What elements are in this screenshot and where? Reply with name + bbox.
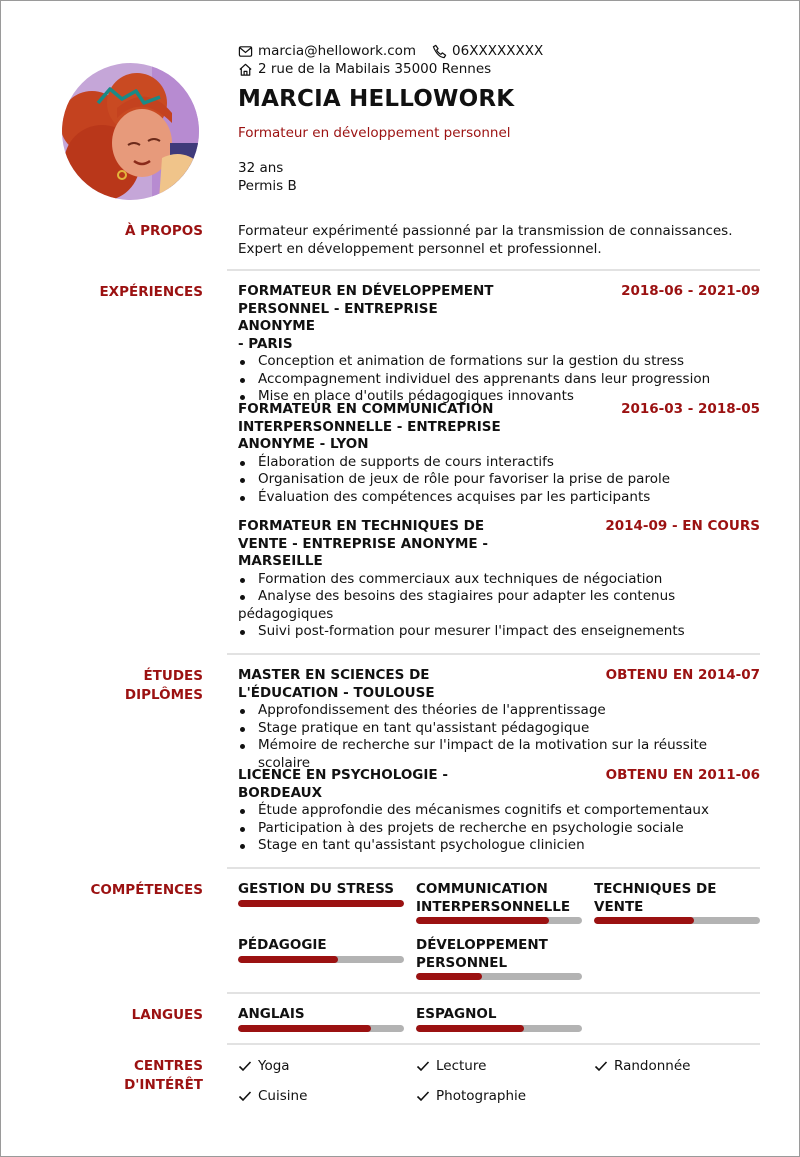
skill-name-line: TECHNIQUES DE VENTE (594, 881, 717, 915)
entry-title (238, 401, 508, 454)
skill-item (416, 881, 582, 924)
entry-title (238, 767, 508, 802)
entry-title-line: MASTER EN SCIENCES DE (238, 667, 430, 683)
skill-level-fill (416, 917, 549, 924)
bullet-item: Mémoire de recherche sur l'impact de la motivation sur la réussite scolaire (238, 737, 760, 772)
bullet-item: Analyse des besoins des stagiaires pour adapter les contenus pédagogiques (238, 588, 760, 623)
language-level-bar (238, 1025, 404, 1032)
section-divider (227, 992, 760, 994)
entry-bullets (238, 571, 760, 641)
entry-title-line: ANONYME - LYON (238, 436, 369, 452)
education-entry (238, 767, 760, 855)
entry-date: OBTENU EN 2014-07 (605, 667, 760, 683)
checkmark-icon (416, 1089, 430, 1103)
section-divider (227, 867, 760, 869)
skill-item (416, 937, 582, 980)
skill-name-line: PÉDAGOGIE (238, 937, 327, 953)
about-line: Expert en développement personnel et professionnel. (238, 241, 602, 257)
bullet-item: Formation des commerciaux aux techniques de négociation (238, 571, 760, 589)
language-item (416, 1006, 582, 1032)
language-level-fill (238, 1025, 371, 1032)
skill-name-line: GESTION DU STRESS (238, 881, 394, 897)
entry-date: 2014-09 - EN COURS (605, 518, 760, 534)
envelope-icon (238, 44, 253, 59)
checkmark-icon (238, 1059, 252, 1073)
language-name: ANGLAIS (238, 1006, 305, 1022)
interest-label: Cuisine (258, 1088, 308, 1104)
email-text: marcia@hellowork.com (258, 43, 417, 59)
section-divider (227, 269, 760, 271)
skill-name (416, 881, 582, 916)
bullet-item: Élaboration de supports de cours interactifs (238, 454, 760, 472)
skill-name-line: COMMUNICATION (416, 881, 548, 897)
phone-text: 06XXXXXXXX (452, 43, 544, 59)
entry-title-line: INTERPERSONNELLE - ENTREPRISE (238, 418, 501, 435)
entry-title-line: FORMATEUR EN COMMUNICATION (238, 401, 494, 417)
skill-item (238, 881, 404, 907)
skill-level-fill (416, 973, 482, 980)
skill-name-line: INTERPERSONNELLE (416, 898, 571, 915)
entry-title-line: LICENCE EN PSYCHOLOGIE - (238, 767, 448, 783)
interest-label: Randonnée (614, 1058, 691, 1074)
skill-level-fill (238, 900, 404, 907)
phone-item[interactable] (432, 42, 543, 60)
contact-block (238, 42, 559, 78)
skill-level-bar (416, 973, 582, 980)
entry-title-line: - PARIS (238, 335, 293, 352)
bullet-item: Étude approfondie des mécanismes cognitifs et comportementaux (238, 802, 760, 820)
entry-date: 2016-03 - 2018-05 (621, 401, 760, 417)
section-label-education (125, 667, 203, 705)
skill-item (238, 937, 404, 963)
skill-name-line: PERSONNEL (416, 954, 508, 971)
job-title: Formateur en développement personnel (238, 125, 511, 141)
entry-title-line: PERSONNEL - ENTREPRISE ANONYME (238, 300, 438, 334)
skill-name (238, 881, 404, 899)
language-level-fill (416, 1025, 524, 1032)
experience-entry (238, 283, 760, 406)
language-level-bar (416, 1025, 582, 1032)
language-name: ESPAGNOL (416, 1006, 497, 1022)
entry-title-line: VENTE - ENTREPRISE ANONYME - (238, 535, 488, 552)
entry-title (238, 283, 508, 353)
skill-level-bar (238, 900, 404, 907)
entry-bullets (238, 702, 760, 772)
age-text: 32 ans (238, 160, 284, 176)
section-divider (227, 653, 760, 655)
bullet-item: Organisation de jeux de rôle pour favoriser la prise de parole (238, 471, 760, 489)
bullet-item: Participation à des projets de recherche en psychologie sociale (238, 820, 760, 838)
interest-item (416, 1087, 526, 1105)
skill-item (594, 881, 760, 924)
phone-icon (432, 44, 447, 59)
skill-name (594, 881, 760, 916)
interest-label: Photographie (436, 1088, 527, 1104)
checkmark-icon (594, 1059, 608, 1073)
entry-title-line: FORMATEUR EN TECHNIQUES DE (238, 518, 485, 534)
section-label-skills: COMPÉTENCES (90, 882, 203, 898)
bullet-item: Évaluation des compétences acquises par les participants (238, 489, 760, 507)
interest-label: Lecture (436, 1058, 487, 1074)
address-item (238, 60, 491, 78)
experience-entry (238, 401, 760, 506)
language-item (238, 1006, 404, 1032)
skill-level-bar (238, 956, 404, 963)
entry-title (238, 667, 508, 702)
interest-item (238, 1087, 307, 1105)
experience-entry (238, 518, 760, 641)
license-text: Permis B (238, 178, 297, 194)
checkmark-icon (238, 1089, 252, 1103)
section-label-interests (124, 1057, 203, 1095)
bullet-item: Conception et animation de formations sur la gestion du stress (238, 353, 760, 371)
skill-name-line: DÉVELOPPEMENT (416, 937, 548, 953)
section-label-line: ÉTUDES (143, 668, 203, 684)
interest-label: Yoga (258, 1058, 290, 1074)
address-text: 2 rue de la Mabilais 35000 Rennes (258, 61, 492, 77)
section-label-about: À PROPOS (124, 223, 203, 239)
skill-level-fill (238, 956, 338, 963)
about-text (238, 222, 758, 258)
email-item[interactable] (238, 42, 416, 60)
interest-item (416, 1057, 486, 1075)
entry-title-line: FORMATEUR EN DÉVELOPPEMENT (238, 283, 494, 299)
section-label-line: DIPLÔMES (124, 687, 203, 703)
entry-bullets (238, 802, 760, 855)
section-label-line: CENTRES (134, 1058, 203, 1074)
interest-item (594, 1057, 690, 1075)
skill-name (416, 937, 582, 972)
entry-title-line: BORDEAUX (238, 784, 322, 801)
skill-name (238, 937, 404, 955)
bullet-item: Suivi post-formation pour mesurer l'impact des enseignements (238, 623, 760, 641)
checkmark-icon (416, 1059, 430, 1073)
section-divider (227, 1043, 760, 1045)
avatar (62, 63, 199, 200)
entry-title-line: L'ÉDUCATION - TOULOUSE (238, 684, 435, 701)
bullet-item: Stage en tant qu'assistant psychologue clinicien (238, 837, 760, 855)
bullet-item: Mise en place d'outils pédagogiques innovants (238, 388, 760, 406)
bullet-item: Approfondissement des théories de l'apprentissage (238, 702, 760, 720)
entry-title (238, 518, 508, 571)
bullet-item: Stage pratique en tant qu'assistant pédagogique (238, 720, 760, 738)
skill-level-bar (416, 917, 582, 924)
section-label-line: D'INTÉRÊT (124, 1077, 203, 1093)
skill-level-bar (594, 917, 760, 924)
interest-item (238, 1057, 290, 1075)
entry-bullets (238, 454, 760, 507)
entry-date: OBTENU EN 2011-06 (605, 767, 760, 783)
personal-details (238, 159, 297, 195)
section-label-languages: LANGUES (131, 1007, 203, 1023)
about-line: Formateur expérimenté passionné par la transmission de connaissances. (238, 223, 733, 239)
education-entry (238, 667, 760, 772)
candidate-name: MARCIA HELLOWORK (238, 86, 515, 112)
entry-date: 2018-06 - 2021-09 (621, 283, 760, 299)
home-icon (238, 62, 253, 77)
entry-title-line: MARSEILLE (238, 553, 323, 569)
section-label-experience: EXPÉRIENCES (99, 284, 203, 300)
bullet-item: Accompagnement individuel des apprenants dans leur progression (238, 371, 760, 389)
skill-level-fill (594, 917, 694, 924)
entry-bullets (238, 353, 760, 406)
